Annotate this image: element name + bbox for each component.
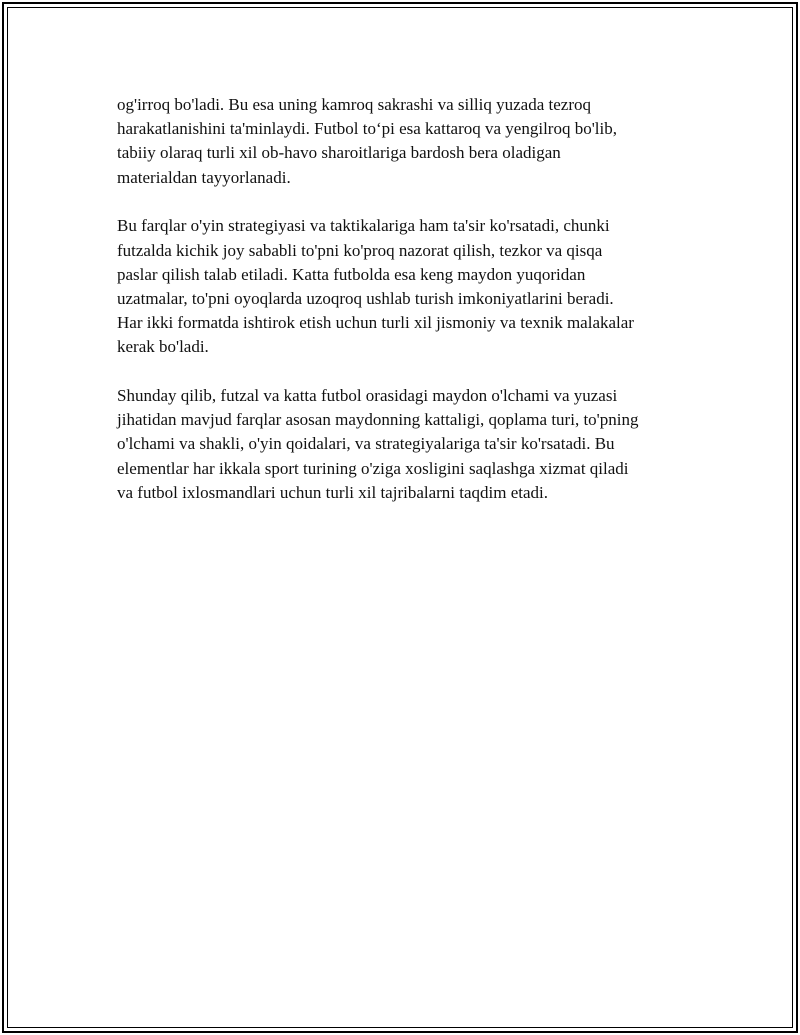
paragraph-1: og'irroq bo'ladi. Bu esa uning kamroq sakrashi va silliq yuzada tezroq harakatlanishini ta'minlaydi. Futbol to‘pi esa kattaroq va yengilroq bo'lib, tabiiy olaraq turli xil ob-havo sharoitlariga bardosh bera oladigan materialdan tayyorlanadi. (117, 95, 617, 187)
paragraph-2: Bu farqlar o'yin strategiyasi va taktikalariga ham ta'sir ko'rsatadi, chunki futzalda kichik joy sababli to'pni ko'proq nazorat qilish, tezkor va qisqa paslar qilish talab etiladi. Katta futbolda esa keng maydon yuqoridan uzatmalar, to'pni oyoqlarda uzoqroq ushlab turish imkoniyatlarini beradi. Har ikki formatda ishtirok etish uchun turli xil jismoniy va texnik malakalar kerak bo'ladi. (117, 216, 634, 357)
paragraph-3: Shunday qilib, futzal va katta futbol orasidagi maydon o'lchami va yuzasi jihatidan mavjud farqlar asosan maydonning kattaligi, qoplama turi, to'pning o'lchami va shakli, o'yin qoidalari, va strategiyalariga ta'sir ko'rsatadi. Bu elementlar har ikkala sport turining o'ziga xosligini saqlashga xizmat qiladi va futbol ixlosmandlari uchun turli xil tajribalarni taqdim etadi. (117, 386, 639, 502)
document-body (117, 93, 697, 530)
